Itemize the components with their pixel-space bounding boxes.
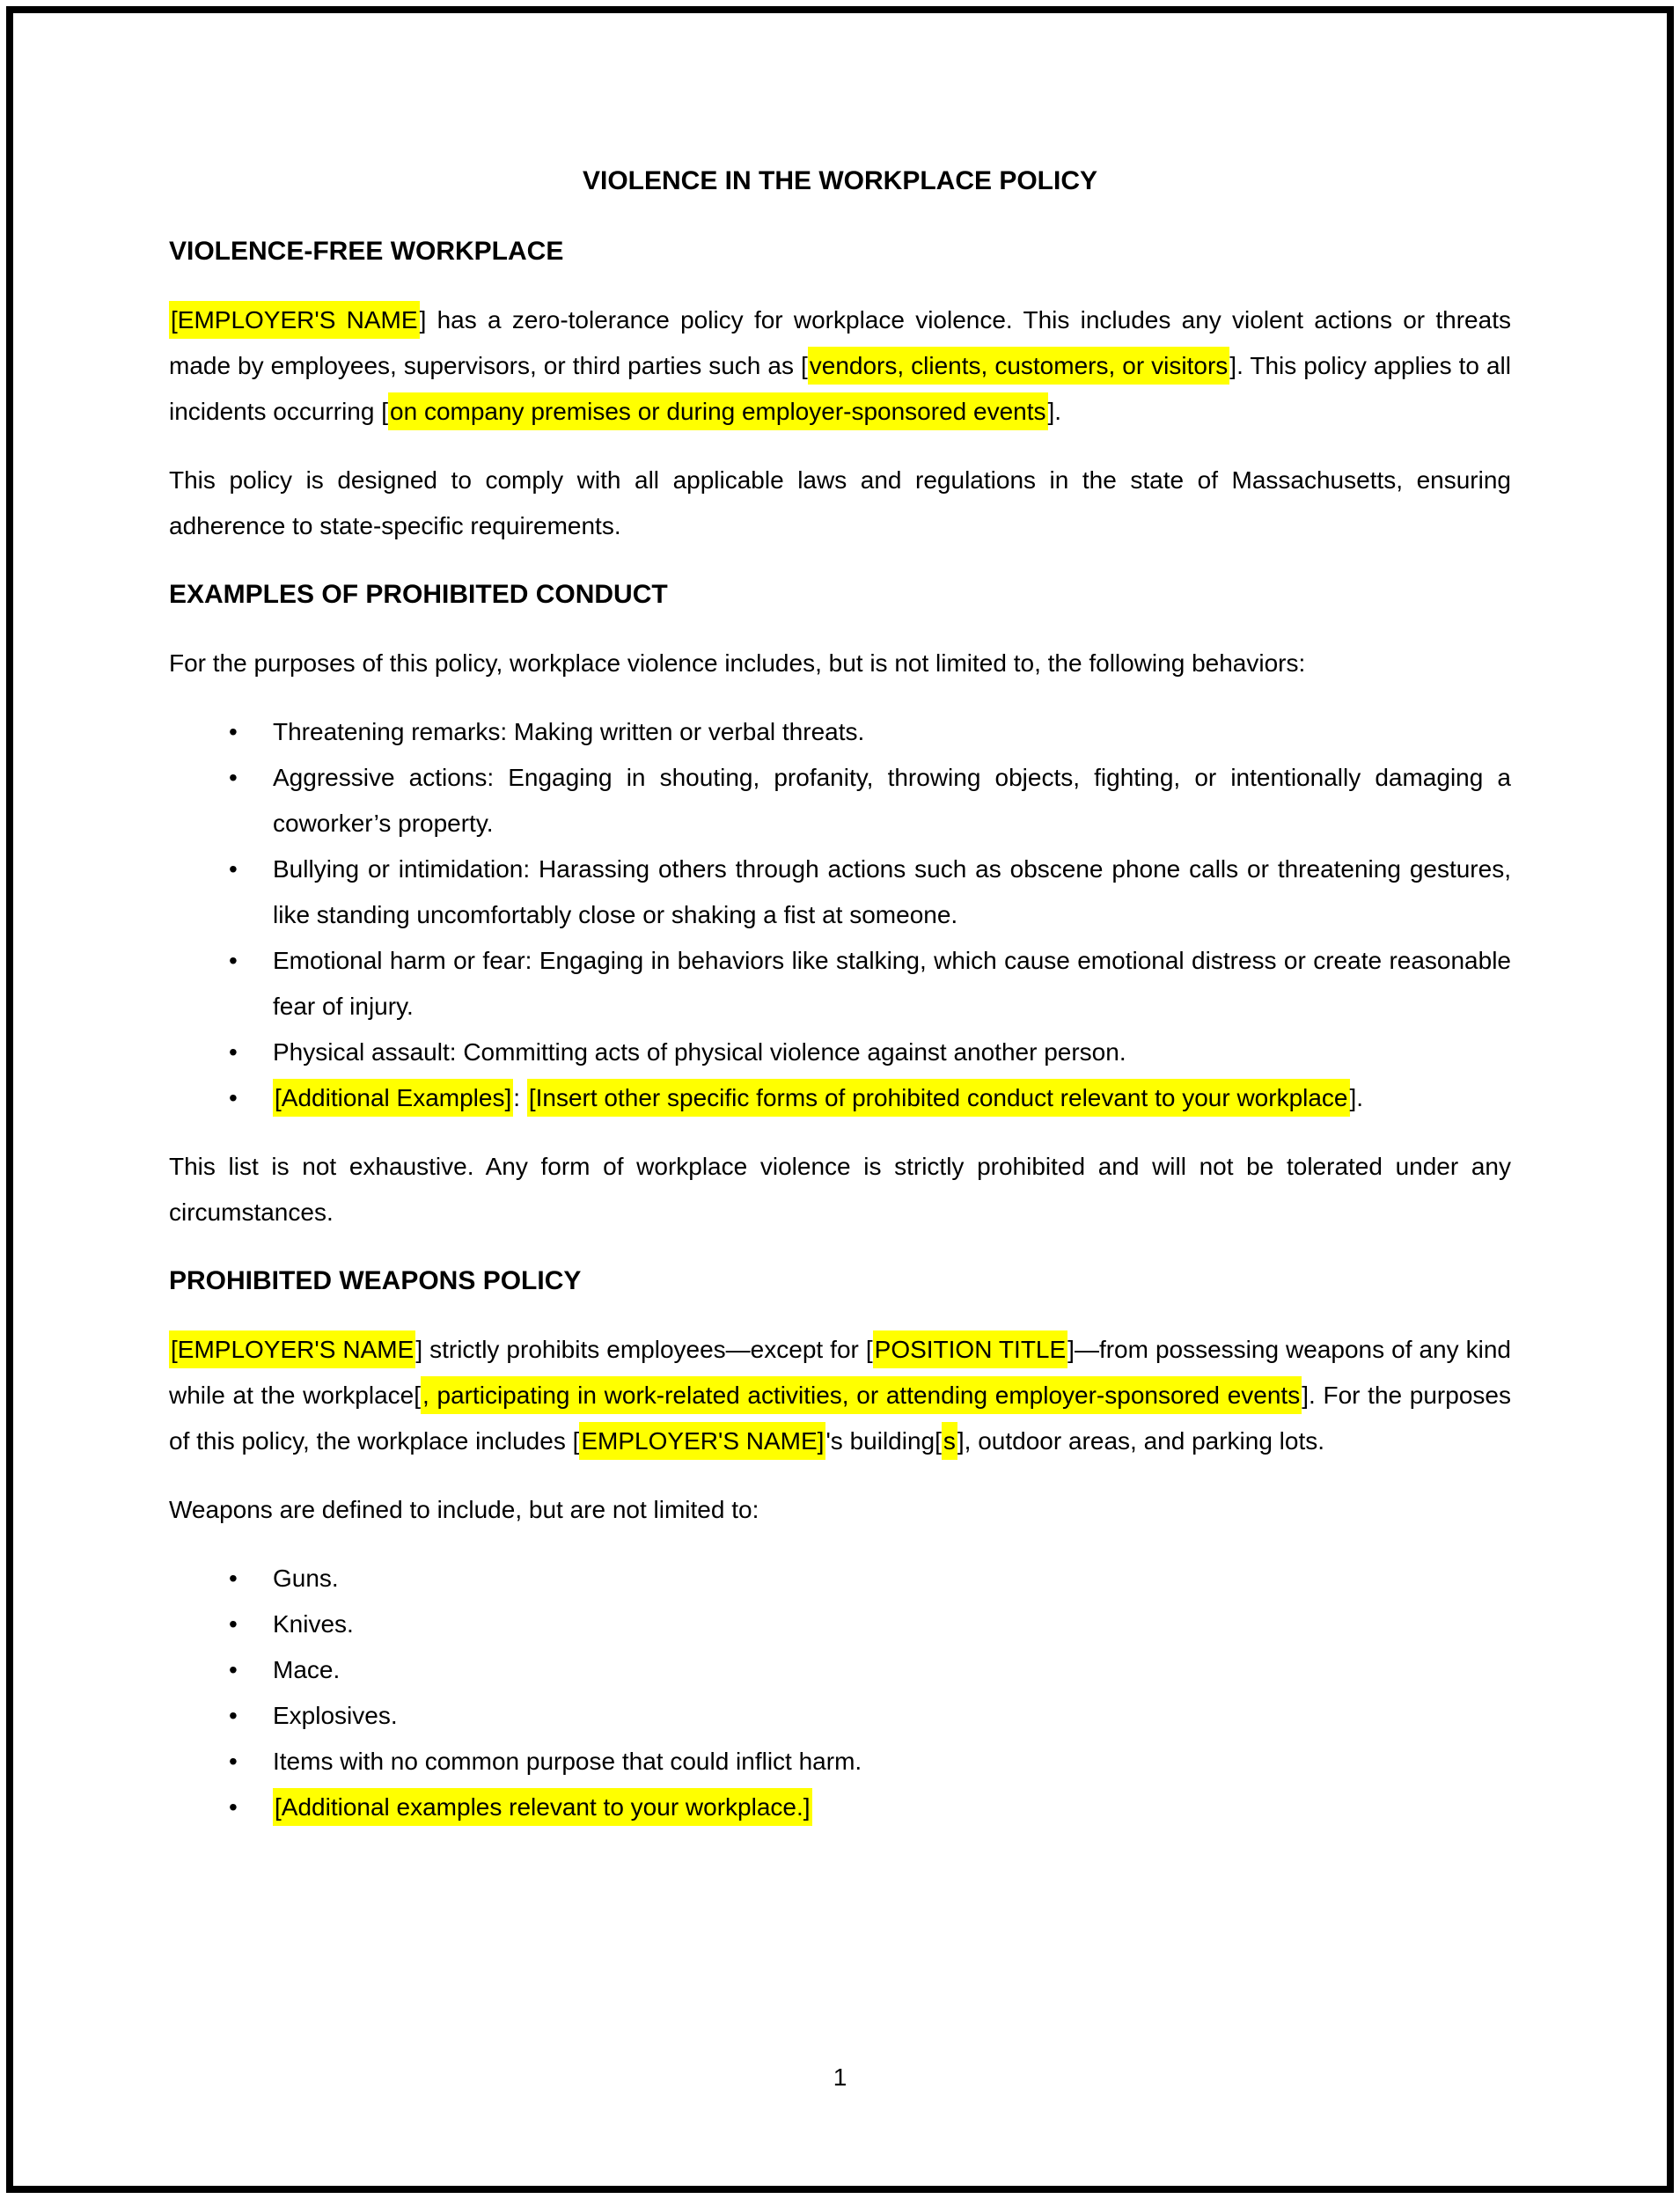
paragraph-weapons-definition-intro [169,1487,1511,1533]
prohibited-conduct-list [169,709,1511,1121]
list-item [169,1075,1511,1121]
text-run: ], outdoor areas, and parking lots. [957,1427,1325,1455]
list-item [169,755,1511,847]
list-item [169,938,1511,1030]
highlighted-text: vendors, clients, customers, or visitors [808,347,1230,385]
list-item [169,847,1511,938]
highlighted-text: on company premises or during employer-sponsored events [388,392,1048,430]
text-run: Mace. [273,1656,341,1683]
text-run: Aggressive actions: Engaging in shouting, profanity, throwing objects, fighting, or intentionally damaging a coworker’s property. [273,764,1511,837]
list-item [169,1647,1511,1693]
paragraph-state-compliance [169,458,1511,549]
highlighted-text: EMPLOYER'S NAME] [579,1422,825,1460]
heading-violence-free-workplace: VIOLENCE-FREE WORKPLACE [169,237,564,266]
text-run: 's building[ [825,1427,942,1455]
highlighted-text: [EMPLOYER'S NAME [169,1330,415,1368]
list-item [169,1693,1511,1739]
text-run: Explosives. [273,1702,398,1729]
list-item [169,709,1511,755]
weapons-list [169,1556,1511,1830]
text-run: ] strictly prohibits employees—except for [ [415,1336,873,1363]
text-run: Guns. [273,1565,339,1592]
list-item [169,1602,1511,1647]
text-run: Knives. [273,1610,354,1638]
text-run: Emotional harm or fear: Engaging in behaviors like stalking, which cause emotional distress or create reasonable fear of injury. [273,947,1511,1020]
highlighted-text: s [942,1422,957,1460]
text-run: Bullying or intimidation: Harassing others through actions such as obscene phone calls or threatening gestures, like standing uncomfortably close or shaking a fist at someone. [273,855,1511,928]
paragraph-conduct-intro [169,641,1511,686]
text-run: ]. For the purposes of this policy, the workplace includes [ [169,1382,1511,1455]
highlighted-text: [Insert other specific forms of prohibited conduct relevant to your workplace [527,1079,1350,1117]
list-item [169,1030,1511,1075]
text-run: Threatening remarks: Making written or verbal threats. [273,718,865,745]
list-item [169,1785,1511,1830]
text-run: Weapons are defined to include, but are not limited to: [169,1496,759,1523]
text-run: ]. This policy applies to all incidents occurring [ [169,352,1511,425]
text-run: Items with no common purpose that could inflict harm. [273,1748,862,1775]
text-run: ]—from possessing weapons of any kind while at the workplace[ [169,1336,1511,1409]
list-item [169,1556,1511,1602]
text-run: Physical assault: Committing acts of physical violence against another person. [273,1038,1126,1066]
text-run: This policy is designed to comply with all applicable laws and regulations in the state of Massachusetts, ensuring adherence to state-specific requirements. [169,466,1511,539]
paragraph-not-exhaustive [169,1144,1511,1235]
highlighted-text: [Additional examples relevant to your workplace.] [273,1788,812,1826]
paragraph-weapons-prohibition [169,1327,1511,1464]
text-run: ]. [1047,398,1062,425]
text-run: ] has a zero-tolerance policy for workplace violence. This includes any violent actions or threats made by employees, supervisors, or third parties such as [ [169,306,1511,379]
highlighted-text: [Additional Examples] [273,1079,513,1117]
page-number: 1 [833,2063,847,2091]
document-title: VIOLENCE IN THE WORKPLACE POLICY [582,166,1098,195]
text-run: This list is not exhaustive. Any form of workplace violence is strictly prohibited and will not be tolerated under any circumstances. [169,1153,1511,1226]
heading-prohibited-weapons-policy: PROHIBITED WEAPONS POLICY [169,1266,582,1295]
heading-examples-of-prohibited-conduct: EXAMPLES OF PROHIBITED CONDUCT [169,580,668,609]
document-content [169,158,1511,1853]
text-run: ]. [1349,1084,1364,1111]
text-run: For the purposes of this policy, workplace violence includes, but is not limited to, the following behaviors: [169,649,1306,677]
highlighted-text: POSITION TITLE [873,1330,1068,1368]
highlighted-text: , participating in work-related activities, or attending employer-sponsored events [421,1376,1302,1414]
text-run: : [513,1084,527,1111]
list-item [169,1739,1511,1785]
paragraph-zero-tolerance [169,297,1511,435]
highlighted-text: [EMPLOYER'S NAME [169,301,420,339]
